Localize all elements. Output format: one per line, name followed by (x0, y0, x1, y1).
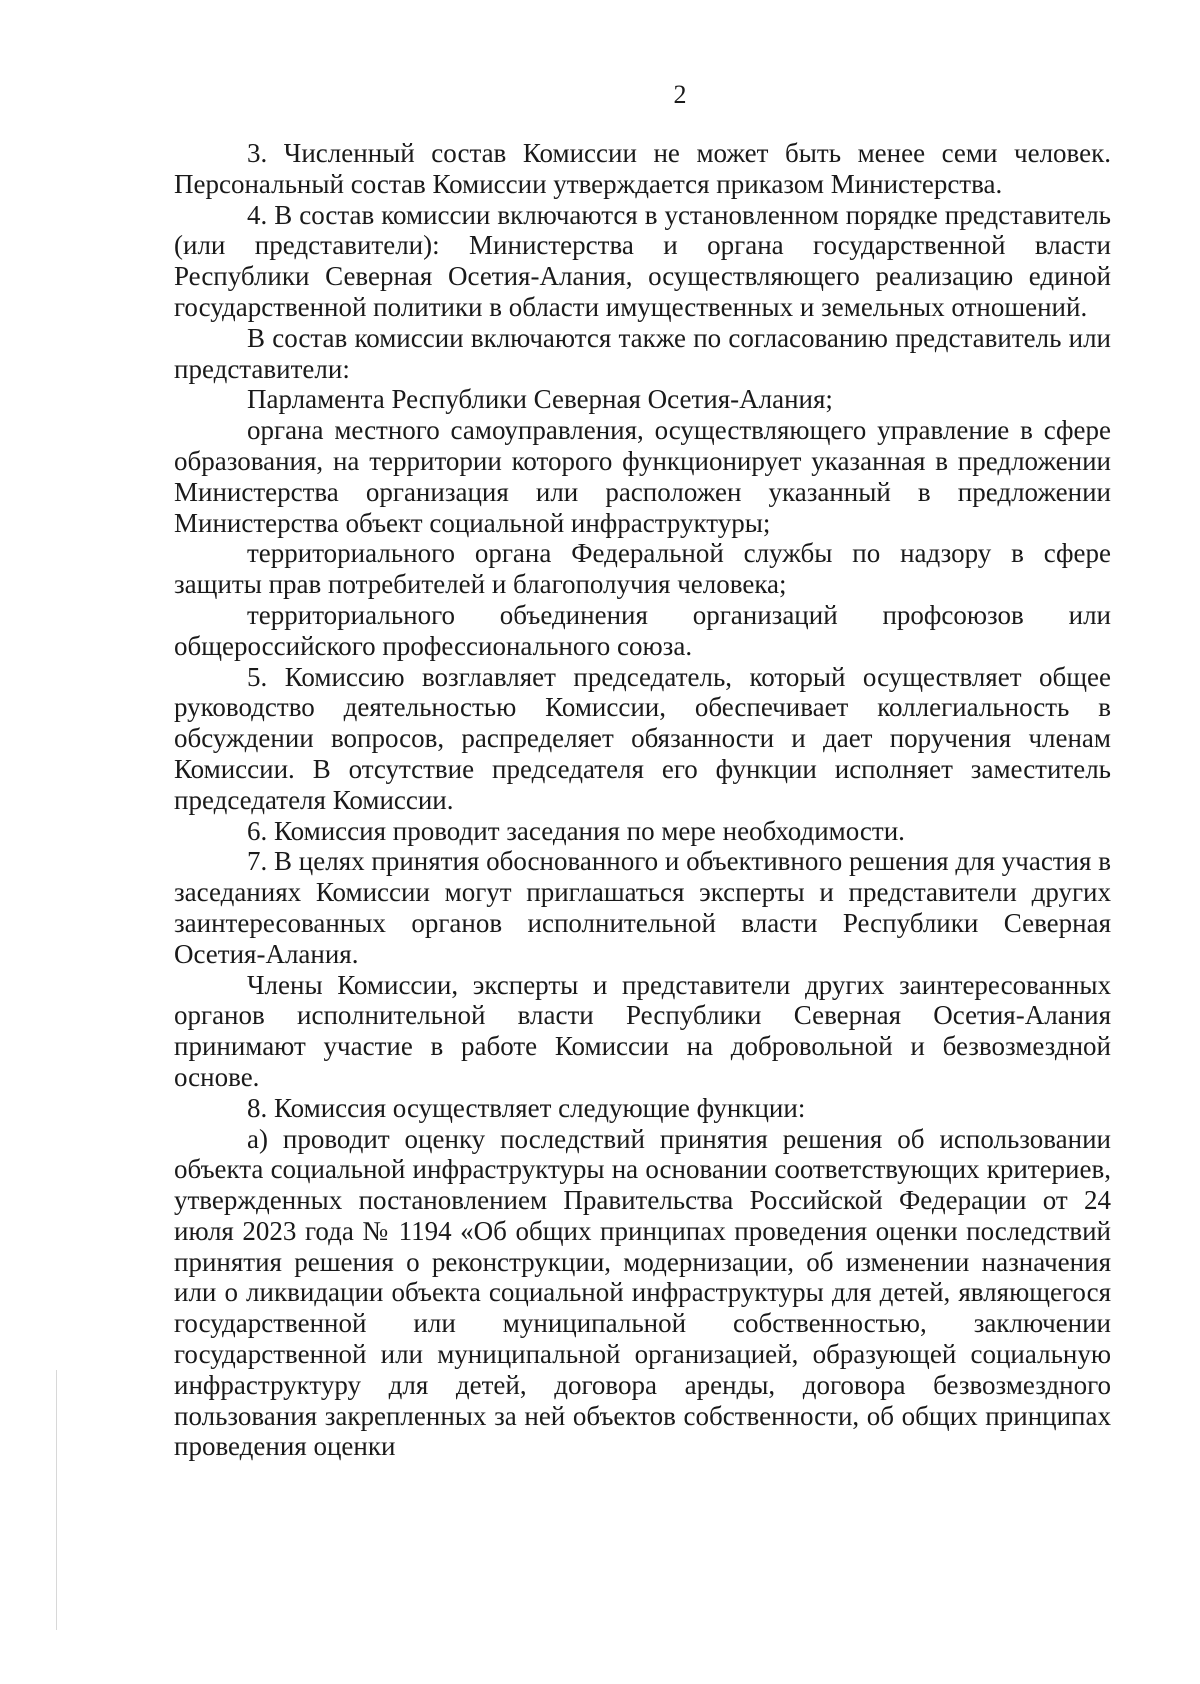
list-item-trade-unions: территориального объединения организаций профсоюзов или общероссийского профессионального союза. (174, 599, 1111, 661)
scan-edge-mark (56, 1370, 57, 1630)
paragraph-8-functions: 8. Комиссия осуществляет следующие функции: (247, 1092, 806, 1123)
list-item-parliament: Парламента Республики Северная Осетия-Алания; (247, 384, 833, 415)
paragraph-4-commission-members: 4. В состав комиссии включаются в установленном порядке представитель (или представители): Министерства и органа государственной власти Республики Северная Осетия-Алания, осуществляющего реализацию единой государственной политики в области имущественных и земельных отношений. (174, 199, 1111, 322)
list-item-a-assessment: а) проводит оценку последствий принятия решения об использовании объекта социальной инфраструктуры на основании соответствующих критериев, утвержденных постановлением Правительства Российской Федерации от 24 июля 2023 года № 1194 «Об общих принципах проведения оценки последствий принятия решения о реконструкции, модернизации, об изменении назначения или о ликвидации объекта социальной инфраструктуры для детей, являющегося государственной или муниципальной собственностью, заключении государственной или муниципальной организацией, образующей социальную инфраструктуру для детей, договора аренды, договора безвозмездного пользования закрепленных за ней объектов собственности, об общих принципах проведения оценки (174, 1123, 1111, 1462)
paragraph-6-meetings: 6. Комиссия проводит заседания по мере необходимости. (247, 815, 905, 846)
document-body (174, 138, 1111, 1462)
paragraph-additional-members: В состав комиссии включаются также по согласованию представитель или представители: (174, 322, 1111, 384)
list-item-local-government: органа местного самоуправления, осуществляющего управление в сфере образования, на территории которого функционирует указанная в предложении Министерства организация или расположен указанный в предложении Министерства объект социальной инфраструктуры; (174, 415, 1111, 538)
list-item-rospotrebnadzor: территориального органа Федеральной службы по надзору в сфере защиты прав потребителей и благополучия человека; (174, 538, 1111, 600)
paragraph-5-chairman: 5. Комиссию возглавляет председатель, который осуществляет общее руководство деятельностью Комиссии, обеспечивает коллегиальность в обсуждении вопросов, распределяет обязанности и дает поручения членам Комиссии. В отсутствие председателя его функции исполняет заместитель председателя Комиссии. (174, 661, 1111, 815)
paragraph-voluntary-basis: Члены Комиссии, эксперты и представители других заинтересованных органов исполнительной власти Республики Северная Осетия-Алания принимают участие в работе Комиссии на добровольной и безвозмездной основе. (174, 969, 1111, 1092)
paragraph-3-commission-size: 3. Численный состав Комиссии не может быть менее семи человек. Персональный состав Комиссии утверждается приказом Министерства. (174, 138, 1111, 199)
paragraph-7-experts: 7. В целях принятия обоснованного и объективного решения для участия в заседаниях Комиссии могут приглашаться эксперты и представители других заинтересованных органов исполнительной власти Республики Северная Осетия-Алания. (174, 846, 1111, 969)
page-number: 2 (673, 80, 687, 109)
